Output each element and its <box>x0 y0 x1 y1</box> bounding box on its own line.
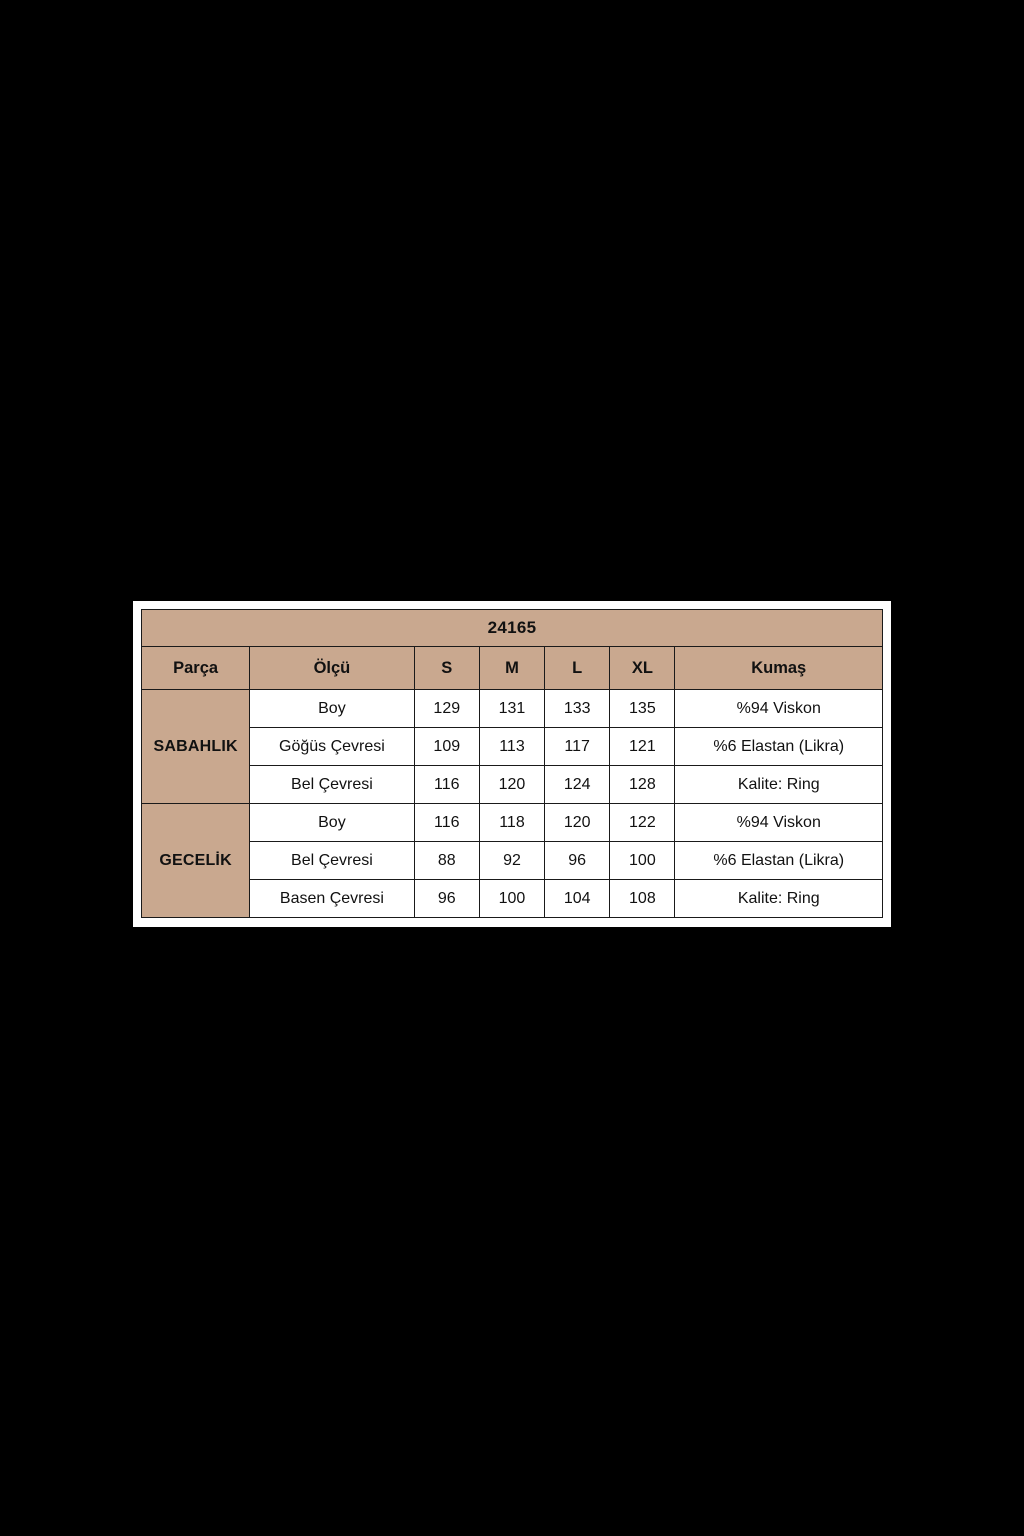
table-row <box>142 804 883 842</box>
header-fabric: Kumaş <box>675 647 883 690</box>
value-xl: 128 <box>610 766 675 804</box>
fabric-note: Kalite: Ring <box>675 766 883 804</box>
table-title-row <box>142 610 883 647</box>
value-l: 124 <box>545 766 610 804</box>
value-s: 109 <box>414 728 479 766</box>
value-s: 129 <box>414 690 479 728</box>
value-m: 120 <box>479 766 544 804</box>
header-size-xl: XL <box>610 647 675 690</box>
value-xl: 121 <box>610 728 675 766</box>
value-s: 116 <box>414 766 479 804</box>
product-code: 24165 <box>142 610 883 647</box>
fabric-note: %6 Elastan (Likra) <box>675 842 883 880</box>
fabric-note: Kalite: Ring <box>675 880 883 918</box>
group-label-gecelik: GECELİK <box>142 804 250 918</box>
size-chart-table <box>141 609 883 918</box>
value-xl: 135 <box>610 690 675 728</box>
measure-label: Basen Çevresi <box>250 880 415 918</box>
value-s: 88 <box>414 842 479 880</box>
header-size-l: L <box>545 647 610 690</box>
fabric-note: %94 Viskon <box>675 804 883 842</box>
value-m: 92 <box>479 842 544 880</box>
value-xl: 108 <box>610 880 675 918</box>
table-row <box>142 728 883 766</box>
header-part: Parça <box>142 647 250 690</box>
group-label-sabahlik: SABAHLIK <box>142 690 250 804</box>
measure-label: Göğüs Çevresi <box>250 728 415 766</box>
value-m: 131 <box>479 690 544 728</box>
value-l: 120 <box>545 804 610 842</box>
table-header-row <box>142 647 883 690</box>
table-row <box>142 766 883 804</box>
header-size-s: S <box>414 647 479 690</box>
size-chart-card <box>133 601 891 927</box>
table-row <box>142 880 883 918</box>
header-measure: Ölçü <box>250 647 415 690</box>
measure-label: Bel Çevresi <box>250 766 415 804</box>
value-xl: 122 <box>610 804 675 842</box>
value-s: 116 <box>414 804 479 842</box>
table-row <box>142 690 883 728</box>
measure-label: Boy <box>250 804 415 842</box>
measure-label: Bel Çevresi <box>250 842 415 880</box>
fabric-note: %94 Viskon <box>675 690 883 728</box>
header-size-m: M <box>479 647 544 690</box>
fabric-note: %6 Elastan (Likra) <box>675 728 883 766</box>
value-l: 96 <box>545 842 610 880</box>
table-row <box>142 842 883 880</box>
value-m: 118 <box>479 804 544 842</box>
value-xl: 100 <box>610 842 675 880</box>
value-l: 104 <box>545 880 610 918</box>
value-s: 96 <box>414 880 479 918</box>
measure-label: Boy <box>250 690 415 728</box>
value-l: 133 <box>545 690 610 728</box>
value-m: 113 <box>479 728 544 766</box>
value-m: 100 <box>479 880 544 918</box>
value-l: 117 <box>545 728 610 766</box>
